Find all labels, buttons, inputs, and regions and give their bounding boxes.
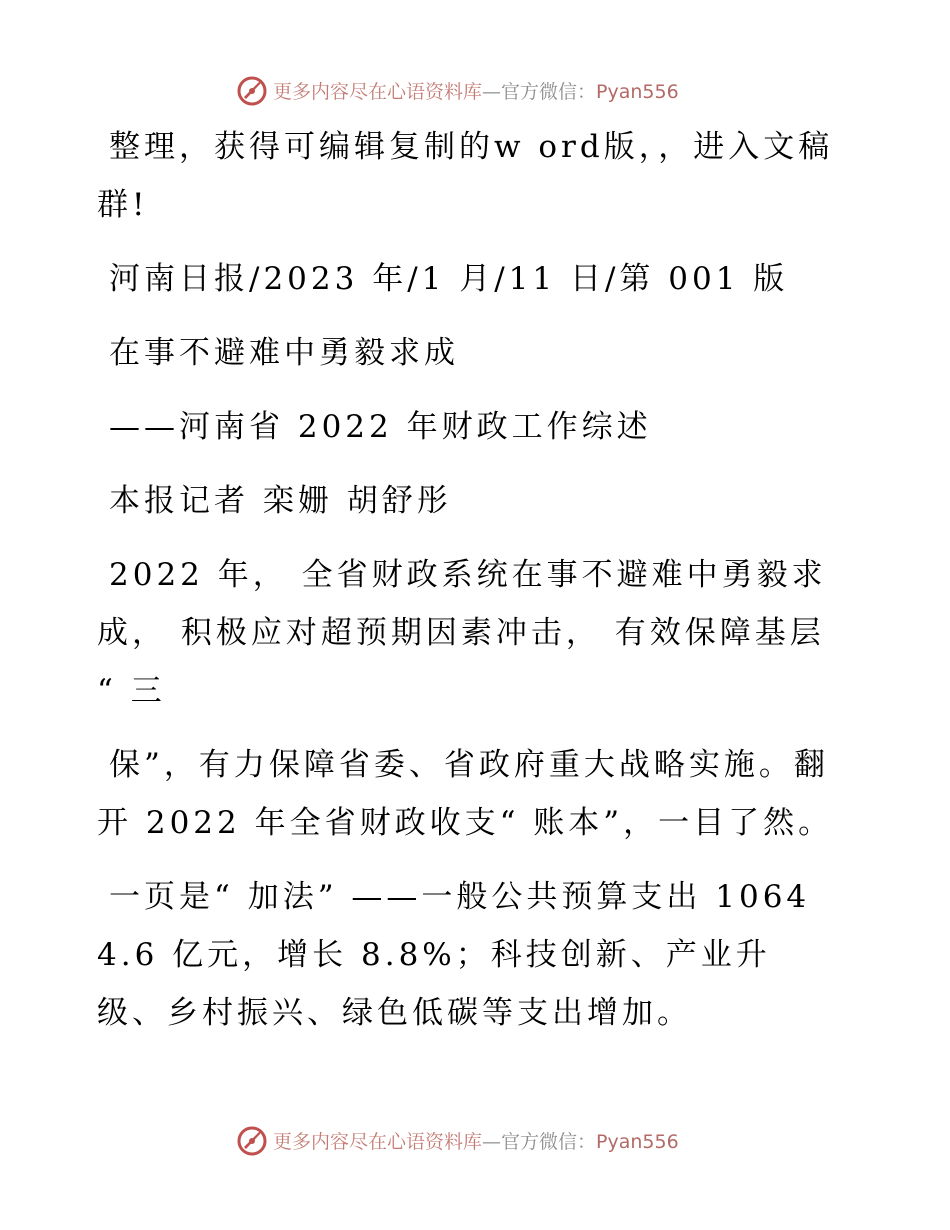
watermark-header [235,72,679,108]
quill-logo-icon [235,73,269,107]
watermark-text: 更多内容尽在心语资料库—官方微信：Pyan556 [273,80,679,103]
intro-paragraph: 整理，获得可编辑复制的w ord版，，进入文稿群! [97,129,834,223]
body-paragraph: 一页是“ 加法” ——一般公共预算支出 10644.6 亿元，增长 8.8%；科技创新、产业升级、乡村振兴、绿色低碳等支出增加。 [97,879,811,1031]
body-paragraph: 保”，有力保障省委、省政府重大战略实施。翻开 2022 年全省财政收支“ 账本”，一目了然。 [97,747,834,841]
watermark-footer [235,1122,679,1158]
article-subtitle: ——河南省 2022 年财政工作综述 [109,409,652,445]
article-title: 在事不避难中勇毅求成 [109,335,459,371]
byline: 本报记者 栾姗 胡舒彤 [109,483,452,519]
source-line: 河南日报/2023 年/1 月/11 日/第 001 版 [109,261,789,297]
article-body [97,118,837,1058]
watermark-text: 更多内容尽在心语资料库—官方微信：Pyan556 [273,1130,679,1153]
body-paragraph: 2022 年， 全省财政系统在事不避难中勇毅求成， 积极应对超预期因素冲击， 有效保障基层 “ 三 [97,557,827,709]
quill-logo-icon [235,1123,269,1157]
